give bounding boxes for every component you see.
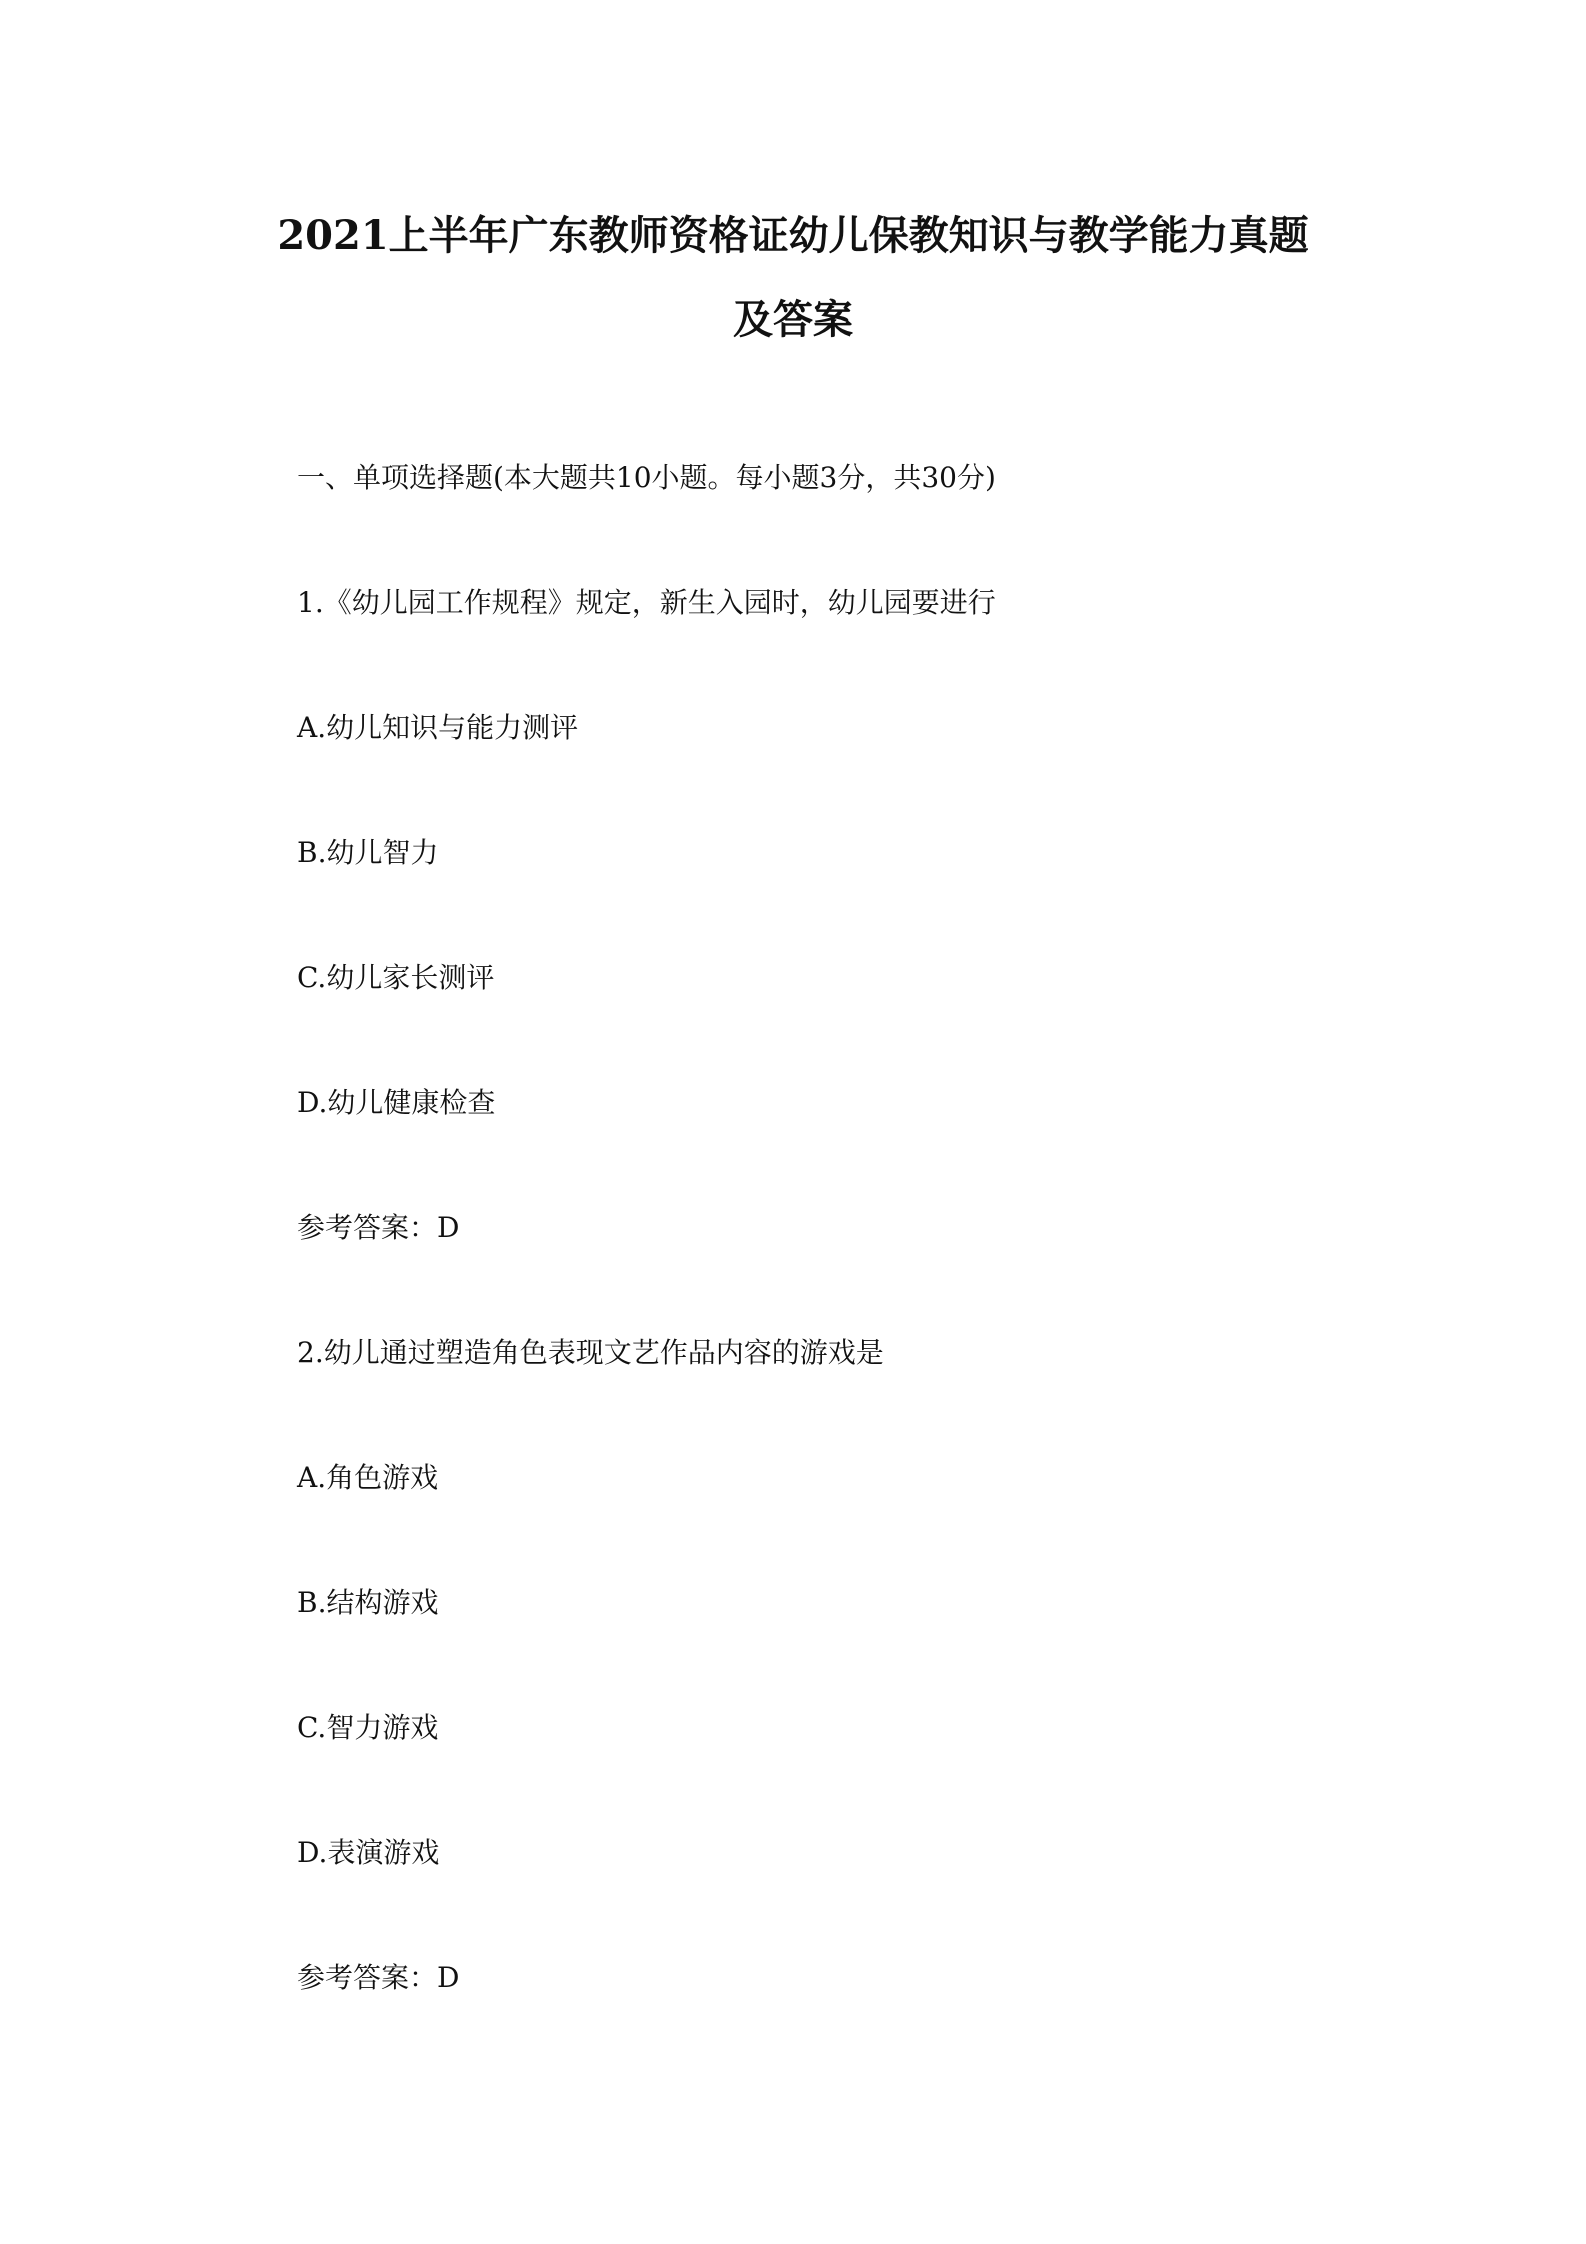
- question-2-option-a: A.角色游戏: [297, 1461, 439, 1494]
- question-1-option-d: D.幼儿健康检查: [297, 1086, 496, 1119]
- document-title-line-2: 及答案: [733, 296, 853, 343]
- question-2-answer: 参考答案：D: [297, 1961, 460, 1994]
- question-2-stem: 2.幼儿通过塑造角色表现文艺作品内容的游戏是: [297, 1336, 884, 1369]
- question-1-stem: 1.《幼儿园工作规程》规定，新生入园时，幼儿园要进行: [297, 586, 996, 619]
- question-2-option-b: B.结构游戏: [297, 1586, 439, 1619]
- question-1-option-c: C.幼儿家长测评: [297, 961, 495, 994]
- question-2-option-d: D.表演游戏: [297, 1836, 440, 1869]
- question-1-answer: 参考答案：D: [297, 1211, 460, 1244]
- question-1-option-b: B.幼儿智力: [297, 836, 439, 869]
- document-title-line-1: 2021上半年广东教师资格证幼儿保教知识与教学能力真题: [277, 212, 1309, 259]
- section-heading: 一、单项选择题(本大题共10小题。每小题3分，共30分): [297, 461, 996, 494]
- question-1-option-a: A.幼儿知识与能力测评: [297, 711, 579, 744]
- question-2-option-c: C.智力游戏: [297, 1711, 439, 1744]
